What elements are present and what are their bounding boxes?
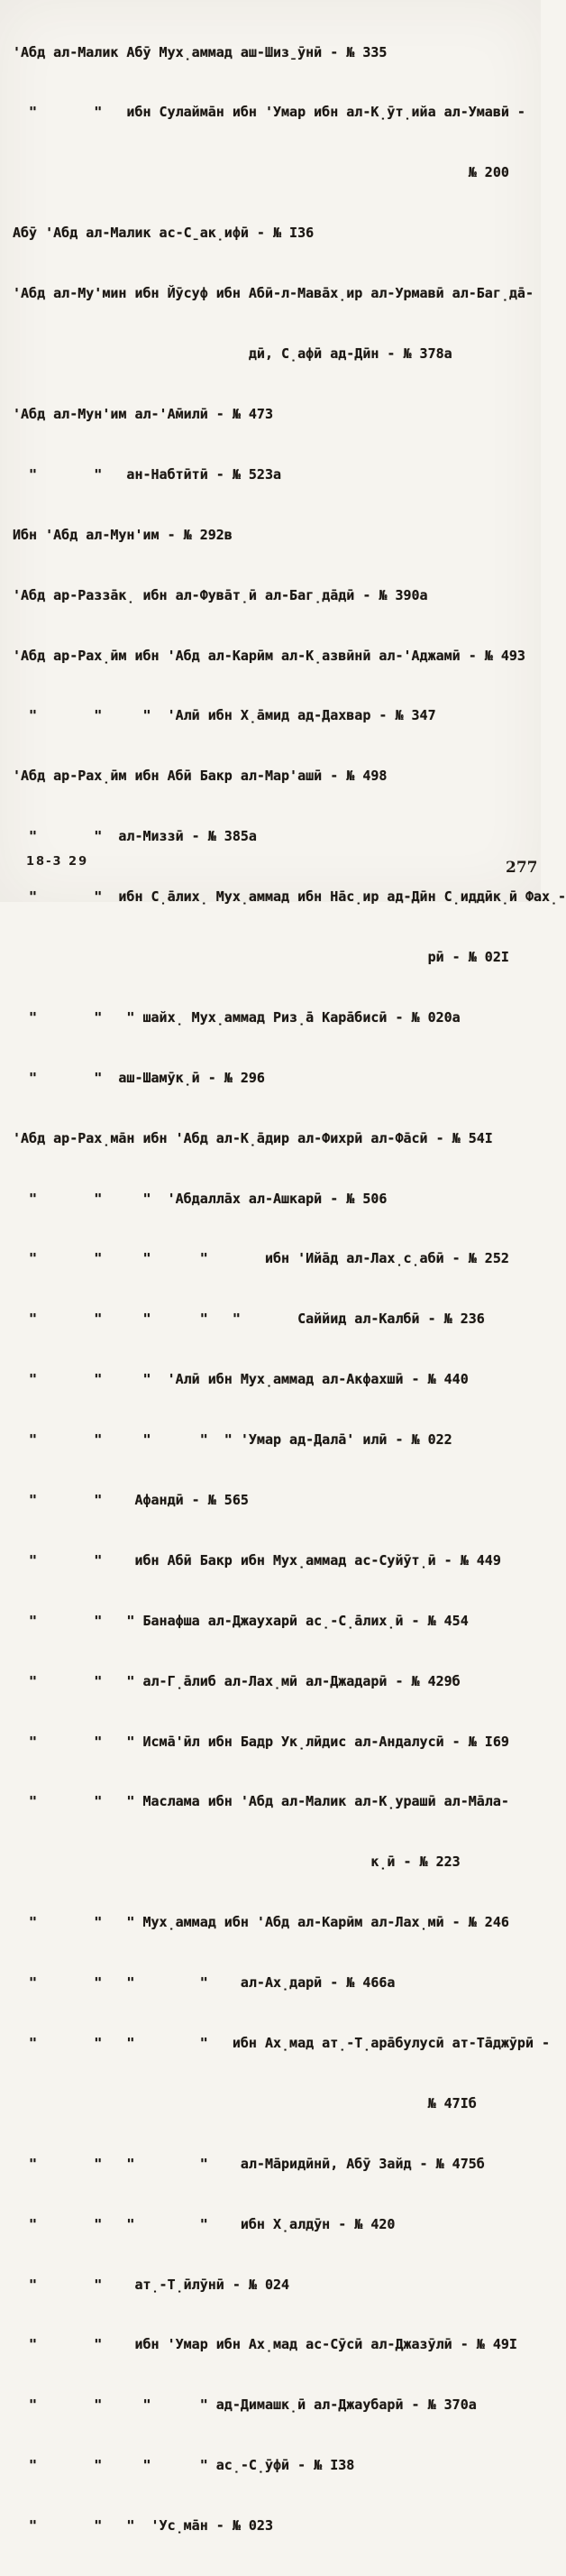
- index-line: " " ибн Сулайма̄н ибн 'Умар ибн ал-К̣ӯт̣ийа ал-Умавӣ -: [13, 104, 525, 121]
- index-line: " " " " ибн Х̣алдӯн - № 420: [13, 2215, 396, 2232]
- print-signature: 18-3 29: [26, 855, 89, 869]
- index-line: " " " 'Ус̣ма̄н - № 023: [13, 2517, 273, 2535]
- index-line: к̣ӣ - № 223: [13, 1854, 461, 1871]
- index-line: " " ибн С̣а̄лих̣ Мух̣аммад ибн На̄с̣ир ад-Дӣн С̣иддӣк̣ӣ Фах̣-: [13, 888, 566, 906]
- index-line: " " ибн Абӣ Бакр ибн Мух̣аммад ас-Суйӯт̣ӣ - № 449: [13, 1551, 501, 1569]
- index-line: Абӯ 'Абд ал-Малик ас-С̱ак̣ифӣ - № I36: [13, 225, 315, 242]
- index-line: " " " 'Абдалла̄х ал-Ашкарӣ - № 506: [13, 1190, 388, 1207]
- index-line: 'Абд ар-Разза̄к̣ ибн ал-Фува̄т̣ӣ ал-Баг̣да̄дӣ - № 390а: [13, 586, 428, 603]
- index-line: 'Абд ал-Малик Абӯ Мух̣аммад аш-Шиз̱ӯнӣ - № 335: [13, 43, 388, 60]
- index-line: " " " 'Алӣ ибн Х̣а̄мид ад-Дахвар - № 347: [13, 707, 436, 724]
- index-line: " " " " " Саййид ал-Калбӣ - № 236: [13, 1311, 485, 1328]
- index-line: 'Абд ар-Рах̣ма̄н ибн 'Абд ал-К̣а̄дир ал-Фихрӣ ал-Фа̄сӣ - № 54I: [13, 1129, 493, 1146]
- index-line: " " " " ас̣-С̣ӯфӣ - № I38: [13, 2457, 355, 2474]
- index-line: 'Абд ал-Мун'им ал-'А̄милӣ - № 473: [13, 405, 273, 422]
- page-number: 277: [506, 859, 538, 877]
- index-line: " " ал-Миззӣ - № 385а: [13, 828, 257, 845]
- index-line: " " " " " 'Умар ад-Дала̄' илӣ - № 022: [13, 1431, 452, 1449]
- index-line: " " " Исма̄'ӣл ибн Бадр Ук̣лӣдис ал-Андалусӣ - № I69: [13, 1733, 509, 1750]
- index-line: 'Абд ар-Рах̣ӣм ибн 'Абд ал-Карӣм ал-К̣азвӣнӣ ал-'Аджамӣ - № 493: [13, 647, 525, 664]
- index-line: " " " 'Алӣ ибн Мух̣аммад ал-Акфахшӣ - № 440: [13, 1371, 469, 1388]
- index-line: " " " ал-Г̣а̄либ ал-Лах̣мӣ ал-Джадарӣ - № 429б: [13, 1672, 461, 1689]
- index-line: Ибн 'Абд ал-Мун'им - № 292в: [13, 526, 233, 543]
- index-line: " " аш-Шамӯк̣ӣ - № 296: [13, 1069, 265, 1086]
- index-line: " " ибн 'Умар ибн Ах̣мад ас-Сӯсӣ ал-Джазӯлӣ - № 49I: [13, 2336, 517, 2353]
- index-line: " " ан-Набтӣтӣ - № 523а: [13, 465, 282, 483]
- index-line: 'Абд ар-Рах̣ӣм ибн Абӣ Бакр ал-Мар'ашӣ - № 498: [13, 768, 388, 785]
- index-line: дӣ, С̣афӣ ад-Дӣн - № 378а: [13, 345, 452, 363]
- index-line: рӣ - № 02I: [13, 948, 509, 965]
- index-line: " " " " ал-Ах̣дарӣ - № 466а: [13, 1974, 396, 1992]
- index-line: " " " " ибн Ах̣мад ат̣-Т̣ара̄булусӣ ат-Та̄джӯрӣ -: [13, 2034, 551, 2051]
- index-line: № 47Iб: [13, 2094, 477, 2111]
- index-line: " " " Банафша ал-Джаухарӣ ас̣-С̣а̄лих̣ӣ - № 454: [13, 1612, 469, 1629]
- index-line: " " ат̣-Т̣ӣлӯнӣ - № 024: [13, 2276, 290, 2293]
- index-line: 'Абд ал-Му'мин ибн Йӯсуф ибн Абӣ-л-Мава̄х̣ир ал-Урмавӣ ал-Баг̣да̄-: [13, 285, 534, 302]
- index-line: " " " " ал-Ма̄ридӣнӣ, Абӯ Зайд - № 475б: [13, 2155, 485, 2172]
- index-entries: [13, 2, 566, 2576]
- index-line: " " " " ибн 'Ийа̄д ал-Лах̣с̣абӣ - № 252: [13, 1250, 509, 1267]
- index-line: " " " " ад-Димашк̣ӣ ал-Джаубарӣ - № 370а: [13, 2397, 477, 2414]
- index-line: " " " шайх̣ Мух̣аммад Риз̣а̄ Кара̄бисӣ - № 020а: [13, 1008, 461, 1026]
- index-line: " " Афандӣ - № 565: [13, 1491, 249, 1508]
- index-line: " " " Мух̣аммад ибн 'Абд ал-Карӣм ал-Лах̣мӣ - № 246: [13, 1914, 509, 1931]
- index-line: " " " Маслама ибн 'Абд ал-Малик ал-К̣урашӣ ал-Ма̄ла-: [13, 1793, 509, 1810]
- index-line: № 200: [13, 164, 509, 181]
